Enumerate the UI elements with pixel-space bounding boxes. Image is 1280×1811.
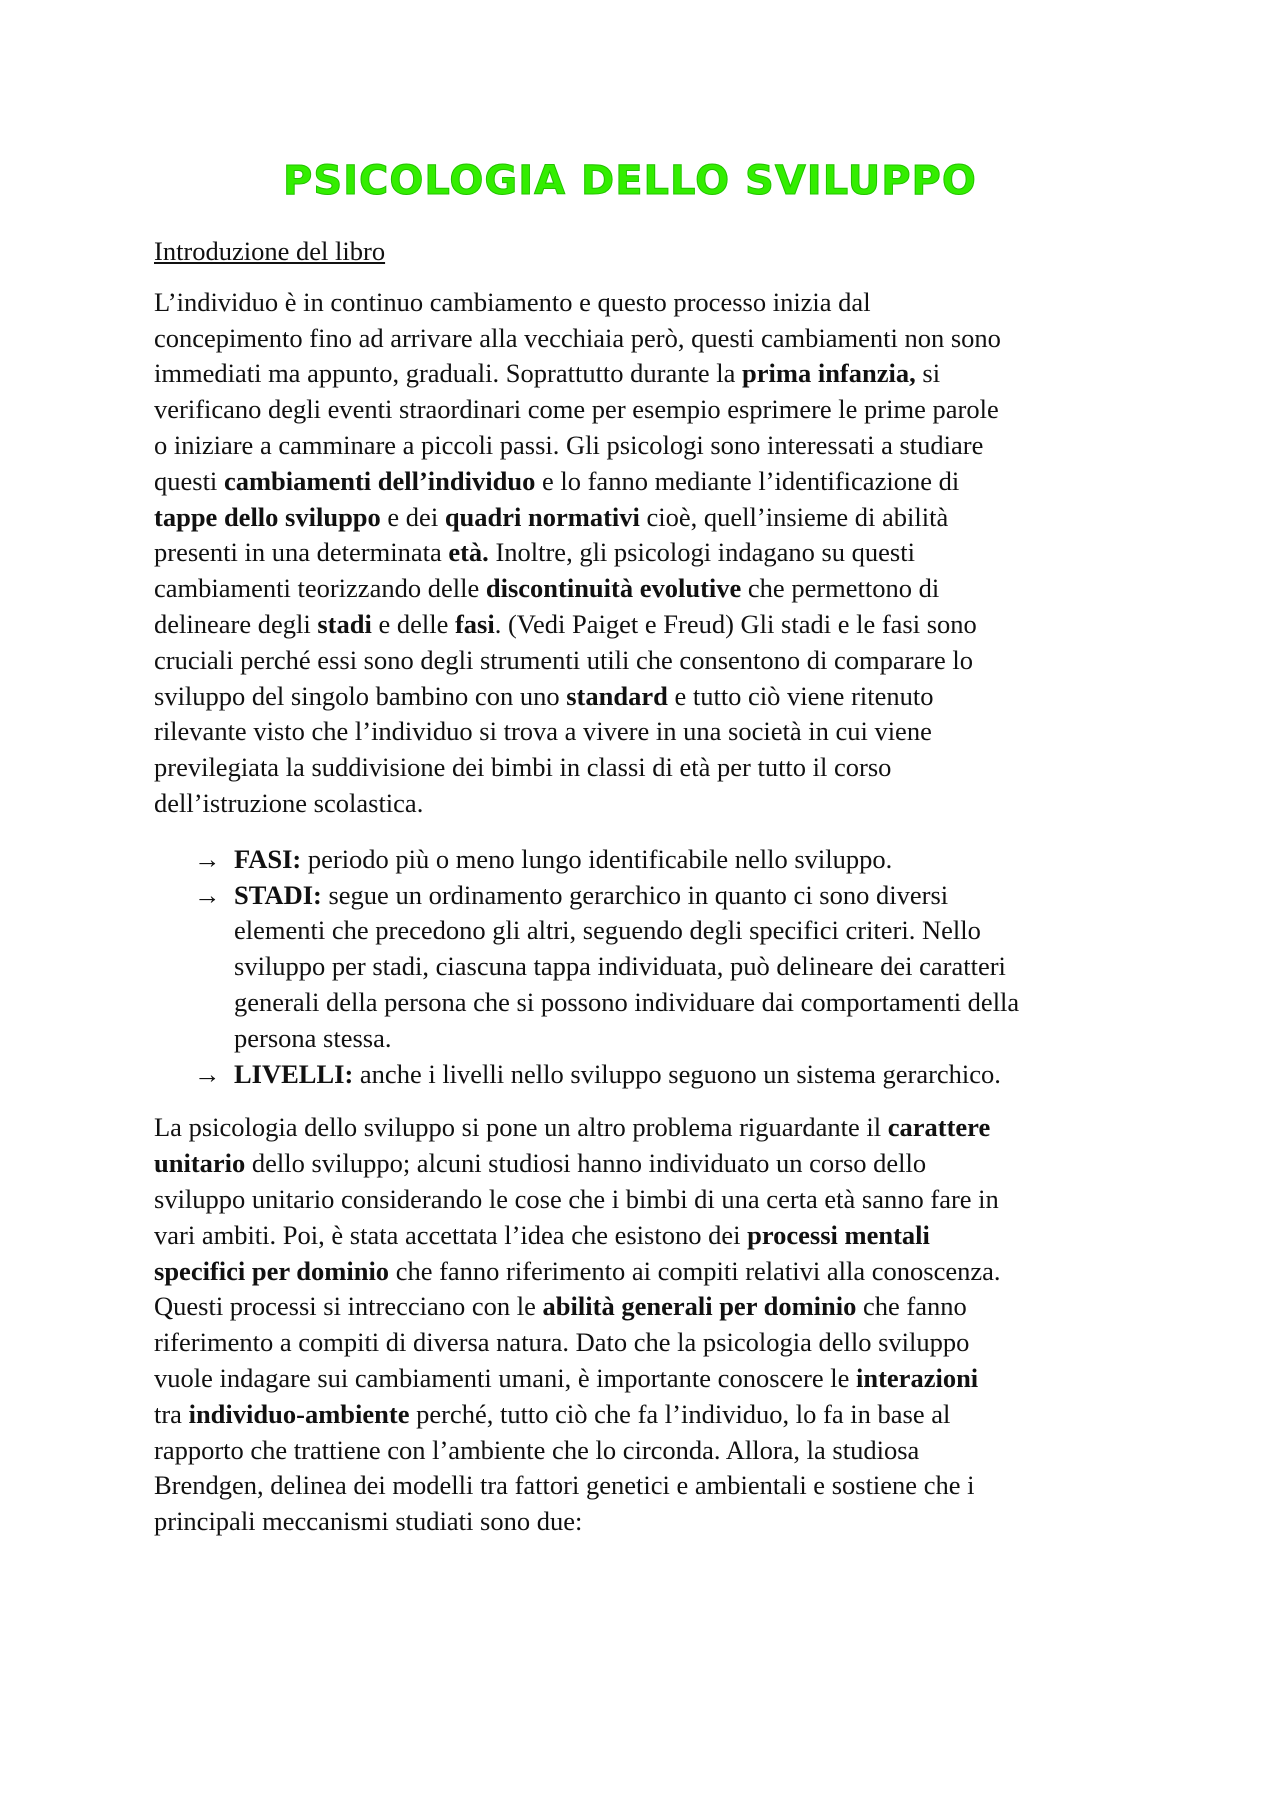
text-run: vuole indagare sui cambiamenti umani, è importante conoscere le (154, 1362, 856, 1393)
text-run: riferimento a compiti di diversa natura. Dato che la psicologia dello sviluppo (154, 1327, 970, 1358)
text-run: dell’istruzione scolastica. (154, 787, 424, 818)
text-run: che fanno riferimento ai compiti relativi alla conoscenza. (389, 1255, 1001, 1286)
list-item-label: LIVELLI: (234, 1058, 354, 1089)
arrow-right-icon: → (194, 843, 221, 874)
text-run: e lo fanno mediante l’identificazione di (535, 465, 960, 496)
text-run: previlegiata la suddivisione dei bimbi in classi di età per tutto il corso (154, 752, 892, 783)
text-run: Inoltre, gli psicologi indagano su questi (488, 537, 915, 568)
text-line (154, 607, 1144, 643)
bold-term: età. (448, 537, 489, 568)
bold-term: standard (566, 680, 668, 711)
bold-term: individuo-ambiente (188, 1398, 410, 1429)
text-line (234, 913, 1144, 949)
text-line (154, 1254, 1144, 1290)
text-line (154, 1504, 1144, 1540)
list-item-text: periodo più o meno lungo identificabile nello sviluppo. (307, 843, 893, 874)
list-item-text: persona stessa. (234, 1022, 392, 1053)
text-run: o iniziare a camminare a piccoli passi. Gli psicologi sono interessati a studiare (154, 429, 984, 460)
text-run: che fanno (856, 1291, 967, 1322)
text-line (154, 1146, 1144, 1182)
text-line (154, 1289, 1144, 1325)
text-run: verificano degli eventi straordinari come per esempio esprimere le prime parole (154, 394, 999, 425)
text-line (154, 1433, 1144, 1469)
arrow-right-icon: → (194, 879, 221, 910)
list-item-text: segue un ordinamento gerarchico in quanto ci sono diversi (328, 879, 949, 910)
text-line (154, 571, 1144, 607)
text-run: presenti in una determinata (154, 537, 449, 568)
text-run: rapporto che trattiene con l’ambiente che lo circonda. Allora, la studiosa (154, 1434, 920, 1465)
text-run: rilevante visto che l’individuo si trova a vivere in una società in cui viene (154, 716, 932, 747)
text-run: cambiamenti teorizzando delle (154, 573, 486, 604)
list-item (194, 842, 1144, 878)
text-run: e dei (380, 501, 445, 532)
list-item (194, 878, 1144, 1057)
text-line (154, 1325, 1144, 1361)
text-line (154, 464, 1144, 500)
text-line (154, 392, 1144, 428)
text-run: sviluppo del singolo bambino con uno (154, 680, 567, 711)
text-line (154, 786, 1144, 822)
text-line (154, 356, 1144, 392)
text-run: delineare degli (154, 608, 318, 639)
text-run: . (Vedi Paiget e Freud) Gli stadi e le fasi sono (494, 608, 977, 639)
text-line (154, 285, 1144, 321)
text-run: e tutto ciò viene ritenuto (667, 680, 934, 711)
text-line (154, 1110, 1144, 1146)
text-run: e delle (371, 608, 455, 639)
text-run: dello sviluppo; alcuni studiosi hanno individuato un corso dello (245, 1148, 927, 1179)
bold-term: quadri normativi (444, 501, 640, 532)
text-line (234, 949, 1144, 985)
bold-term: interazioni (856, 1362, 979, 1393)
page-title: PSICOLOGIA DELLO SVILUPPO (283, 158, 977, 204)
bold-term: prima infanzia, (742, 358, 916, 389)
list-item-text: generali della persona che si possono individuare dai comportamenti della (234, 986, 1020, 1017)
text-line (154, 500, 1144, 536)
bold-term: stadi (317, 608, 372, 639)
document-body (154, 234, 1144, 1540)
text-run: si (915, 358, 941, 389)
bold-term: tappe dello sviluppo (154, 501, 381, 532)
text-line (154, 428, 1144, 464)
text-run: sviluppo unitario considerando le cose che i bimbi di una certa età sanno fare in (154, 1183, 999, 1214)
text-run: che permettono di (741, 573, 940, 604)
text-line (154, 535, 1144, 571)
text-line (154, 714, 1144, 750)
bold-term: abilità generali per dominio (542, 1291, 857, 1322)
text-line (234, 878, 1144, 914)
text-run: Brendgen, delinea dei modelli tra fattori genetici e ambientali e sostiene che i (154, 1470, 975, 1501)
text-line (234, 1057, 1144, 1093)
text-line (154, 1468, 1144, 1504)
list-item-text: anche i livelli nello sviluppo seguono un sistema gerarchico. (359, 1058, 1001, 1089)
text-run: La psicologia dello sviluppo si pone un altro problema riguardante il (154, 1112, 888, 1143)
text-line (234, 1021, 1144, 1057)
definitions-list (154, 842, 1144, 1093)
text-line (154, 321, 1144, 357)
text-run: concepimento fino ad arrivare alla vecchiaia però, questi cambiamenti non sono (154, 322, 1001, 353)
list-item-label: STADI: (234, 879, 322, 910)
bold-term: fasi (454, 608, 495, 639)
list-item-label: FASI: (234, 843, 302, 874)
text-line (154, 679, 1144, 715)
bold-term: unitario (154, 1148, 246, 1179)
bold-term: discontinuità evolutive (485, 573, 742, 604)
text-run: perché, tutto ciò che fa l’individuo, lo fa in base al (409, 1398, 951, 1429)
list-item-text: sviluppo per stadi, ciascuna tappa individuata, può delineare dei caratteri (234, 951, 1006, 982)
text-line (154, 750, 1144, 786)
text-run: immediati ma appunto, graduali. Soprattutto durante la (154, 358, 743, 389)
text-run: L’individuo è in continuo cambiamento e questo processo inizia dal (154, 286, 871, 317)
bold-term: carattere (887, 1112, 991, 1143)
text-line (154, 1397, 1144, 1433)
text-run: principali meccanismi studiati sono due: (154, 1506, 583, 1537)
list-item (194, 1057, 1144, 1093)
bold-term: processi mentali (747, 1219, 930, 1250)
text-run: cioè, quell’insieme di abilità (639, 501, 949, 532)
text-line (234, 842, 1144, 878)
text-line (154, 1361, 1144, 1397)
section-subtitle: Introduzione del libro (154, 236, 386, 266)
list-item-text: elementi che precedono gli altri, seguendo degli specifici criteri. Nello (234, 915, 981, 946)
text-run: tra (154, 1398, 189, 1429)
text-run: Questi processi si intrecciano con le (154, 1291, 543, 1322)
paragraph-development (154, 1110, 1144, 1540)
text-line (234, 985, 1144, 1021)
text-run: questi (154, 465, 224, 496)
text-line (154, 1218, 1144, 1254)
arrow-right-icon: → (194, 1058, 221, 1089)
text-run: vari ambiti. Poi, è stata accettata l’idea che esistono dei (154, 1219, 748, 1250)
bold-term: specifici per dominio (154, 1255, 390, 1286)
text-run: cruciali perché essi sono degli strumenti utili che consentono di comparare lo (154, 644, 974, 675)
paragraph-introduction (154, 285, 1144, 822)
bold-term: cambiamenti dell’individuo (223, 465, 536, 496)
text-line (154, 1182, 1144, 1218)
text-line (154, 643, 1144, 679)
